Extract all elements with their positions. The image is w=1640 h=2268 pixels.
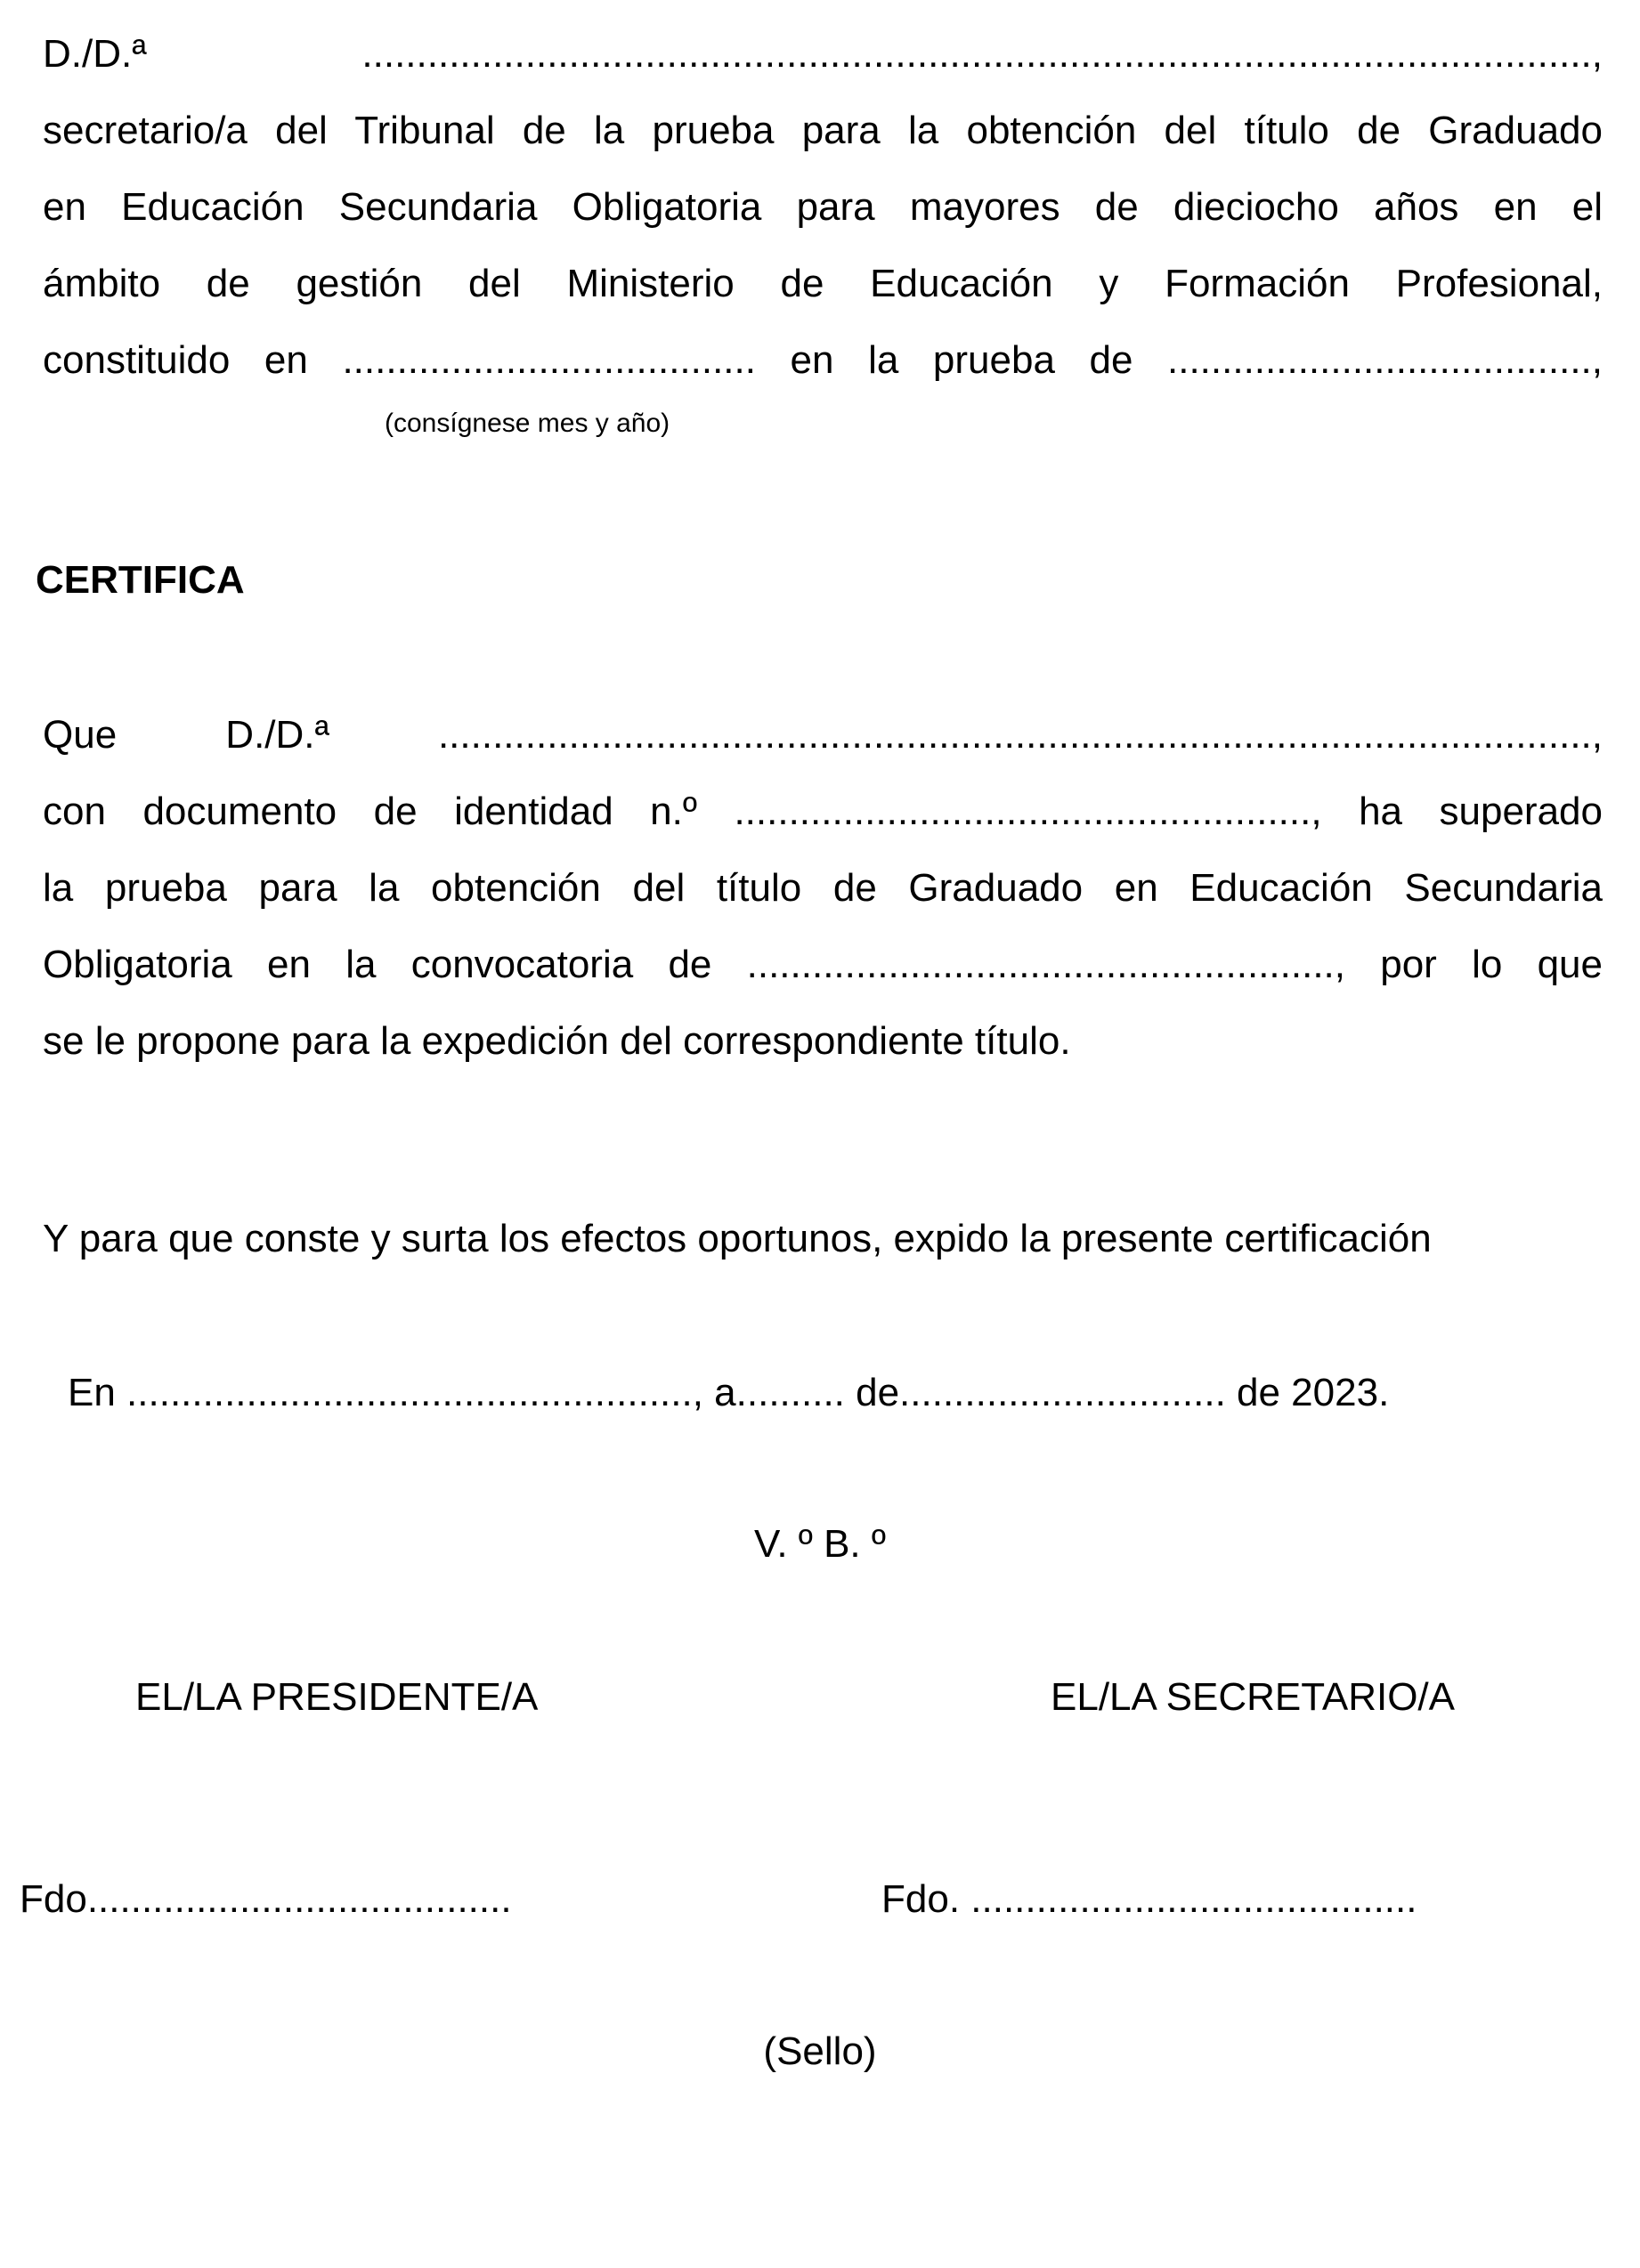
cert-line-proposal: se le propone para la expedición del correspondiente título. [43, 1019, 1071, 1063]
cert-line-id: con documento de identidad n.º ....................................................., ha superado [43, 790, 1603, 833]
president-signature-line: Fdo....................................... [20, 1877, 512, 1921]
cert-line-call: Obligatoria en la convocatoria de ......................................................, por lo que [43, 943, 1603, 986]
intro-line-ministry: ámbito de gestión del Ministerio de Educación y Formación Profesional, [43, 262, 1603, 305]
intro-line-name: D./D.ª ................................................................................................................., [43, 32, 1603, 76]
seal-placeholder: (Sello) [763, 2029, 877, 2073]
cert-line-test: la prueba para la obtención del título de Graduado en Educación Secundaria [43, 866, 1603, 910]
secretary-role-label: EL/LA SECRETARIO/A [1051, 1675, 1456, 1719]
intro-line-role: secretario/a del Tribunal de la prueba para la obtención del título de Graduado [43, 109, 1603, 152]
secretary-signature-line: Fdo. ......................................... [881, 1877, 1417, 1921]
place-date-line: En ...................................................., a.......... de.............................. de 2023. [68, 1371, 1390, 1414]
date-hint-note: (consígnese mes y año) [385, 409, 670, 438]
closing-statement: Y para que conste y surta los efectos oportunos, expido la presente certificación [43, 1217, 1432, 1260]
approval-mark: V. º B. º [754, 1522, 886, 1566]
cert-line-name: Que D./D.ª .........................................................................................................., [43, 713, 1603, 757]
intro-paragraph [43, 16, 1603, 399]
intro-line-constituted: constituido en ...................................... en la prueba de ......................................., [43, 338, 1603, 382]
certification-paragraph [43, 697, 1603, 1080]
intro-line-program: en Educación Secundaria Obligatoria para mayores de dieciocho años en el [43, 185, 1603, 229]
president-role-label: EL/LA PRESIDENTE/A [135, 1675, 539, 1719]
certifica-heading: CERTIFICA [36, 558, 245, 602]
